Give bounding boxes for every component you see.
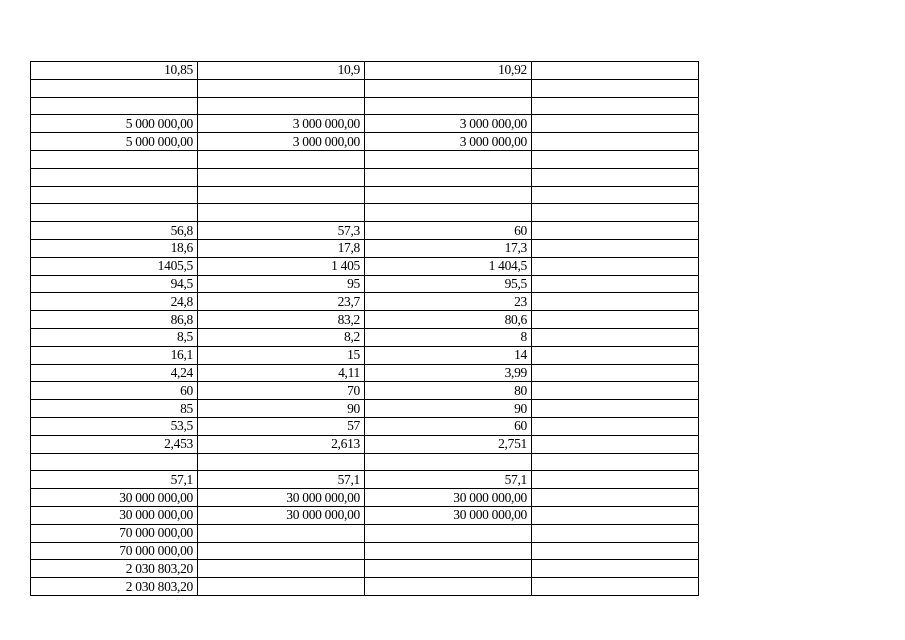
table-row <box>31 204 699 222</box>
table-row <box>31 293 699 311</box>
table-row <box>31 382 699 400</box>
table-row <box>31 133 699 151</box>
table-cell: 1 404,5 <box>365 257 532 275</box>
table-cell <box>365 204 532 222</box>
table-cell <box>365 560 532 578</box>
table-cell: 16,1 <box>31 346 198 364</box>
table-row <box>31 222 699 240</box>
table-cell: 24,8 <box>31 293 198 311</box>
table-cell <box>198 578 365 596</box>
table-cell <box>532 311 699 329</box>
table-cell <box>532 168 699 186</box>
table-cell: 4,24 <box>31 364 198 382</box>
table-cell: 30 000 000,00 <box>365 506 532 524</box>
table-cell: 83,2 <box>198 311 365 329</box>
table-row <box>31 257 699 275</box>
table-cell <box>532 506 699 524</box>
table-cell: 30 000 000,00 <box>31 506 198 524</box>
table-cell: 18,6 <box>31 239 198 257</box>
table-row <box>31 328 699 346</box>
table-cell: 8 <box>365 328 532 346</box>
table-row <box>31 97 699 115</box>
table-cell: 23 <box>365 293 532 311</box>
table-cell: 3 000 000,00 <box>365 115 532 133</box>
table-cell <box>532 328 699 346</box>
table-cell <box>532 560 699 578</box>
table-cell <box>198 79 365 97</box>
table-cell: 5 000 000,00 <box>31 115 198 133</box>
table-cell <box>198 186 365 204</box>
table-cell <box>198 453 365 471</box>
table-cell <box>532 293 699 311</box>
table-cell <box>198 97 365 115</box>
table-cell: 1405,5 <box>31 257 198 275</box>
table-cell <box>198 204 365 222</box>
table-cell <box>532 275 699 293</box>
table-cell <box>365 542 532 560</box>
table-cell: 3,99 <box>365 364 532 382</box>
table-cell <box>365 186 532 204</box>
table-cell: 60 <box>31 382 198 400</box>
table-cell <box>532 524 699 542</box>
table-cell: 3 000 000,00 <box>198 133 365 151</box>
table-row <box>31 311 699 329</box>
table-cell <box>31 150 198 168</box>
table-cell <box>365 578 532 596</box>
table-cell: 90 <box>365 400 532 418</box>
table-row <box>31 453 699 471</box>
table-row <box>31 542 699 560</box>
table-cell: 57,1 <box>365 471 532 489</box>
table-cell <box>532 346 699 364</box>
table-cell: 90 <box>198 400 365 418</box>
table-row <box>31 239 699 257</box>
table-cell <box>532 453 699 471</box>
table-cell: 30 000 000,00 <box>31 489 198 507</box>
table-cell: 10,9 <box>198 62 365 80</box>
table-row <box>31 506 699 524</box>
table-cell <box>532 435 699 453</box>
table-cell: 53,5 <box>31 417 198 435</box>
table-cell <box>532 62 699 80</box>
table-cell <box>532 489 699 507</box>
table-cell <box>532 417 699 435</box>
table-cell <box>532 133 699 151</box>
table-cell <box>198 150 365 168</box>
table-cell: 17,3 <box>365 239 532 257</box>
table-cell <box>532 150 699 168</box>
table-cell: 80,6 <box>365 311 532 329</box>
table-cell: 56,8 <box>31 222 198 240</box>
table-cell: 17,8 <box>198 239 365 257</box>
table-cell <box>198 560 365 578</box>
table-row <box>31 400 699 418</box>
data-table <box>30 61 699 596</box>
table-cell <box>365 168 532 186</box>
table-row <box>31 471 699 489</box>
table-cell <box>31 204 198 222</box>
table-row <box>31 275 699 293</box>
table-cell: 30 000 000,00 <box>198 506 365 524</box>
table-cell <box>532 578 699 596</box>
table-cell: 2 030 803,20 <box>31 578 198 596</box>
table-cell <box>532 204 699 222</box>
table-row <box>31 578 699 596</box>
table-cell: 70 000 000,00 <box>31 542 198 560</box>
table-cell: 94,5 <box>31 275 198 293</box>
table-cell <box>198 524 365 542</box>
table-cell <box>532 186 699 204</box>
table-cell <box>31 168 198 186</box>
table-cell <box>365 97 532 115</box>
table-cell <box>532 471 699 489</box>
table-cell: 57,1 <box>198 471 365 489</box>
table-cell <box>532 382 699 400</box>
table-cell: 95,5 <box>365 275 532 293</box>
table-cell: 3 000 000,00 <box>365 133 532 151</box>
table-cell: 80 <box>365 382 532 400</box>
table-cell: 8,5 <box>31 328 198 346</box>
table-row <box>31 346 699 364</box>
table-cell: 23,7 <box>198 293 365 311</box>
table-cell: 95 <box>198 275 365 293</box>
table-row <box>31 62 699 80</box>
table-cell <box>365 524 532 542</box>
table-cell <box>198 168 365 186</box>
table-row <box>31 79 699 97</box>
table-cell: 5 000 000,00 <box>31 133 198 151</box>
table-cell: 86,8 <box>31 311 198 329</box>
table-cell: 2,751 <box>365 435 532 453</box>
table-row <box>31 435 699 453</box>
table-cell <box>198 542 365 560</box>
table-cell <box>532 222 699 240</box>
table-cell: 60 <box>365 222 532 240</box>
table-row <box>31 168 699 186</box>
table-cell <box>532 542 699 560</box>
table-row <box>31 524 699 542</box>
table-cell: 10,85 <box>31 62 198 80</box>
table-cell: 15 <box>198 346 365 364</box>
table-cell: 8,2 <box>198 328 365 346</box>
table-cell: 70 <box>198 382 365 400</box>
table-cell: 2 030 803,20 <box>31 560 198 578</box>
table-cell: 14 <box>365 346 532 364</box>
table-cell <box>31 79 198 97</box>
table-cell: 30 000 000,00 <box>198 489 365 507</box>
table-row <box>31 115 699 133</box>
table-cell: 1 405 <box>198 257 365 275</box>
table-cell: 2,453 <box>31 435 198 453</box>
table-row <box>31 560 699 578</box>
table-cell: 60 <box>365 417 532 435</box>
table-cell: 57,3 <box>198 222 365 240</box>
table-cell <box>365 453 532 471</box>
table-cell <box>532 400 699 418</box>
table-cell <box>365 150 532 168</box>
table-row <box>31 150 699 168</box>
table-cell: 3 000 000,00 <box>198 115 365 133</box>
table-row <box>31 364 699 382</box>
table-cell <box>532 257 699 275</box>
table-cell <box>532 79 699 97</box>
table-cell: 57 <box>198 417 365 435</box>
table-cell <box>532 115 699 133</box>
table-cell <box>532 239 699 257</box>
table-cell <box>365 79 532 97</box>
table-cell <box>31 186 198 204</box>
table-cell: 57,1 <box>31 471 198 489</box>
table-row <box>31 489 699 507</box>
table-cell: 30 000 000,00 <box>365 489 532 507</box>
table-cell: 85 <box>31 400 198 418</box>
table-row <box>31 417 699 435</box>
table-cell <box>31 453 198 471</box>
table-cell <box>532 364 699 382</box>
table-cell: 4,11 <box>198 364 365 382</box>
table-cell: 10,92 <box>365 62 532 80</box>
table-cell <box>31 97 198 115</box>
table-body <box>31 62 699 596</box>
table-cell: 2,613 <box>198 435 365 453</box>
table-cell <box>532 97 699 115</box>
table-cell: 70 000 000,00 <box>31 524 198 542</box>
table-row <box>31 186 699 204</box>
